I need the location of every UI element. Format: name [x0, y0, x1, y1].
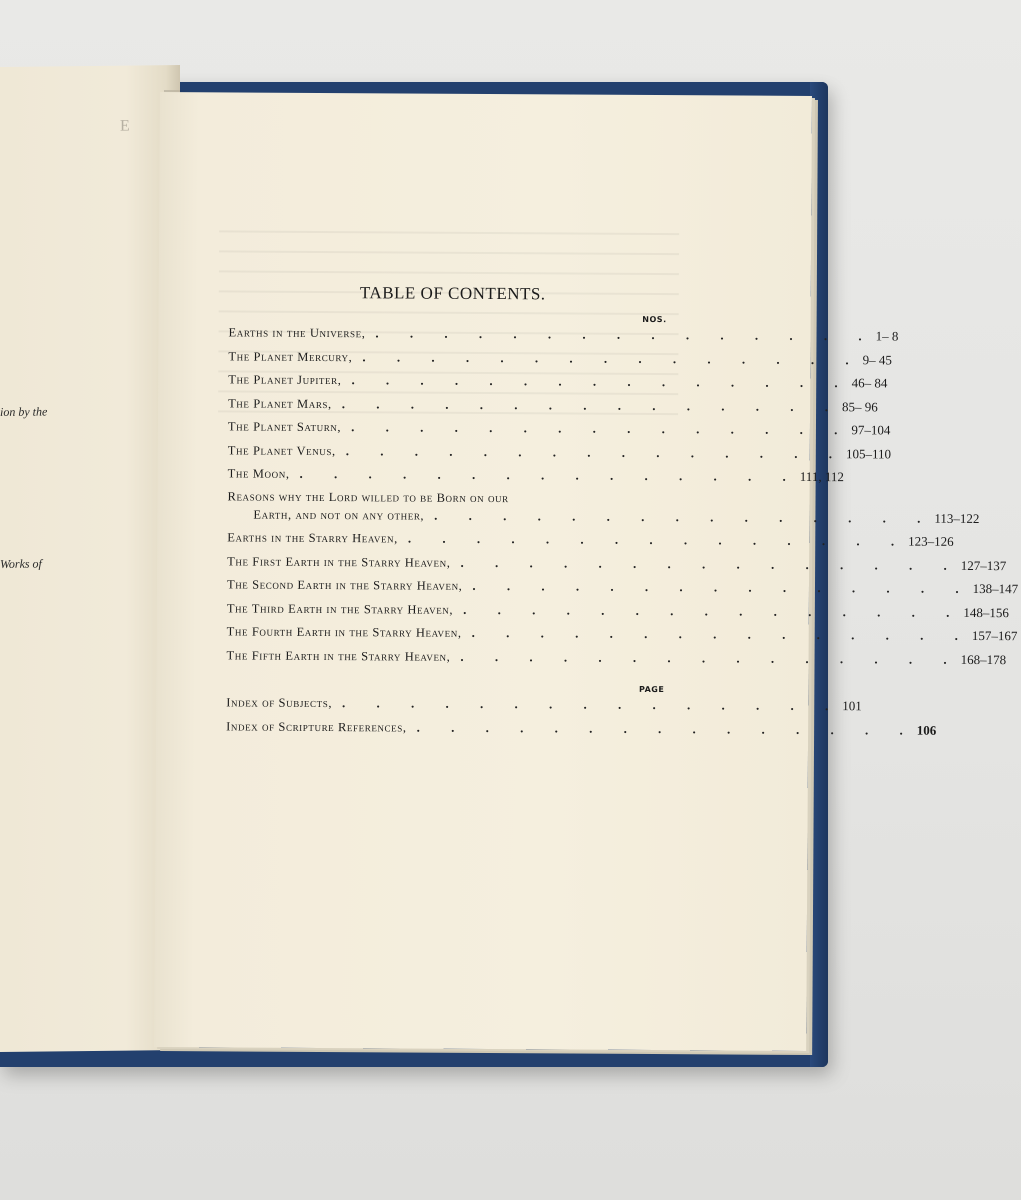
entry-numbers: 123–126 [908, 533, 954, 549]
left-page-fragment: ion by the [0, 404, 48, 419]
entry-page: 106 [916, 722, 937, 738]
entry-title: The Fourth Earth in the Starry Heaven, [226, 624, 462, 640]
entry-title: The Planet Saturn, [227, 419, 342, 435]
entry-numbers: 1– 8 [875, 328, 899, 344]
entry-title: Earths in the Universe, [228, 325, 366, 341]
toc-entry [226, 576, 1019, 602]
column-heading-page: PAGE [638, 684, 665, 695]
entry-numbers: 97–104 [851, 422, 891, 438]
toc-entry [226, 600, 1009, 626]
entry-title: The Moon, [227, 466, 290, 481]
entry-title: The Planet Mercury, [228, 348, 353, 364]
entry-title: Earths in the Starry Heaven, [227, 530, 398, 546]
entry-numbers: 113–122 [934, 510, 980, 526]
entry-numbers: 46– 84 [851, 375, 888, 391]
entry-title: The First Earth in the Starry Heaven, [227, 553, 451, 570]
entry-title: Reasons why the Lord willed to be Born on our [227, 488, 509, 505]
dot-leader: . . . . . . . . . . . . . . . [407, 530, 909, 549]
table-of-contents [226, 282, 1019, 744]
dot-leader: . . . . . . . . . . . . . . . [463, 601, 964, 620]
dot-leader: . . . . . . . . . . . . . . . [342, 695, 843, 714]
index-entries [226, 694, 937, 744]
entry-numbers: 168–178 [960, 651, 1007, 667]
entry-page: 101 [842, 698, 862, 714]
dot-leader: . . . . . . . . . . . . . . . [351, 419, 852, 438]
right-page [154, 92, 1019, 1051]
entry-title: The Second Earth in the Starry Heaven, [226, 577, 463, 593]
dot-leader: . . . . . . . . . . . . . . . [471, 624, 972, 643]
entry-title: The Planet Mars, [228, 395, 332, 411]
entry-numbers: 111, 112 [799, 468, 844, 485]
entry-numbers: 138–147 [972, 580, 1019, 597]
entry-numbers: 157–167 [971, 627, 1018, 644]
toc-entry [227, 506, 980, 532]
dot-leader: . . . . . . . . . . . . . . . [460, 554, 961, 573]
index-entry [226, 694, 862, 720]
dot-leader: . . . . . . . . . . . . . . . [351, 372, 852, 391]
entry-numbers: 105–110 [845, 445, 892, 461]
dot-leader: . . . . . . . . . . . . . . . [416, 719, 917, 738]
dot-leader: . . . . . . . . . . . . . . . [299, 465, 800, 484]
toc-entry [228, 348, 892, 374]
toc-entry [227, 553, 1007, 579]
dot-leader: . . . . . . . . . . . . . . . [472, 577, 973, 596]
toc-entry [226, 647, 1007, 673]
dot-leader: . . . . . . . . . . . . . . . [434, 507, 935, 526]
cover-edge [810, 82, 828, 1067]
dot-leader: . . . . . . . . . . . . . . . [375, 325, 876, 344]
entry-title: Index of Scripture References, [226, 718, 407, 735]
toc-entry [226, 623, 1018, 649]
entry-title: The Planet Jupiter, [228, 372, 342, 388]
page-title: TABLE OF CONTENTS. [359, 283, 546, 304]
dot-leader: . . . . . . . . . . . . . . . [345, 442, 847, 461]
entry-numbers: 148–156 [963, 604, 1009, 620]
entry-title: The Planet Venus, [227, 442, 336, 458]
dot-leader: . . . . . . . . . . . . . . . [362, 348, 863, 367]
entry-title: The Third Earth in the Starry Heaven, [226, 600, 454, 617]
toc-entry [228, 395, 878, 421]
left-page [0, 65, 180, 1052]
toc-entry [227, 465, 844, 491]
entry-numbers: 9– 45 [862, 351, 892, 367]
entry-numbers: 85– 96 [841, 398, 878, 414]
bleed-through-text: E [120, 117, 132, 135]
toc-entry [228, 324, 899, 350]
left-page-fragment: Works of [0, 556, 42, 571]
entry-numbers: 127–137 [960, 557, 1007, 573]
column-heading-nos: NOS. [642, 314, 667, 325]
dot-leader [509, 502, 602, 503]
toc-entry [227, 442, 892, 468]
toc-entry [227, 529, 954, 555]
index-entry [226, 718, 937, 744]
entry-title: Index of Subjects, [226, 695, 333, 711]
entry-title: Earth, and not on any other, [253, 507, 425, 523]
toc-entry [227, 418, 891, 444]
dot-leader: . . . . . . . . . . . . . . . [341, 395, 843, 414]
toc-entry [228, 371, 888, 397]
dot-leader: . . . . . . . . . . . . . . . [460, 648, 961, 667]
toc-entries [226, 324, 1019, 673]
entry-title: The Fifth Earth in the Starry Heaven, [226, 647, 451, 664]
